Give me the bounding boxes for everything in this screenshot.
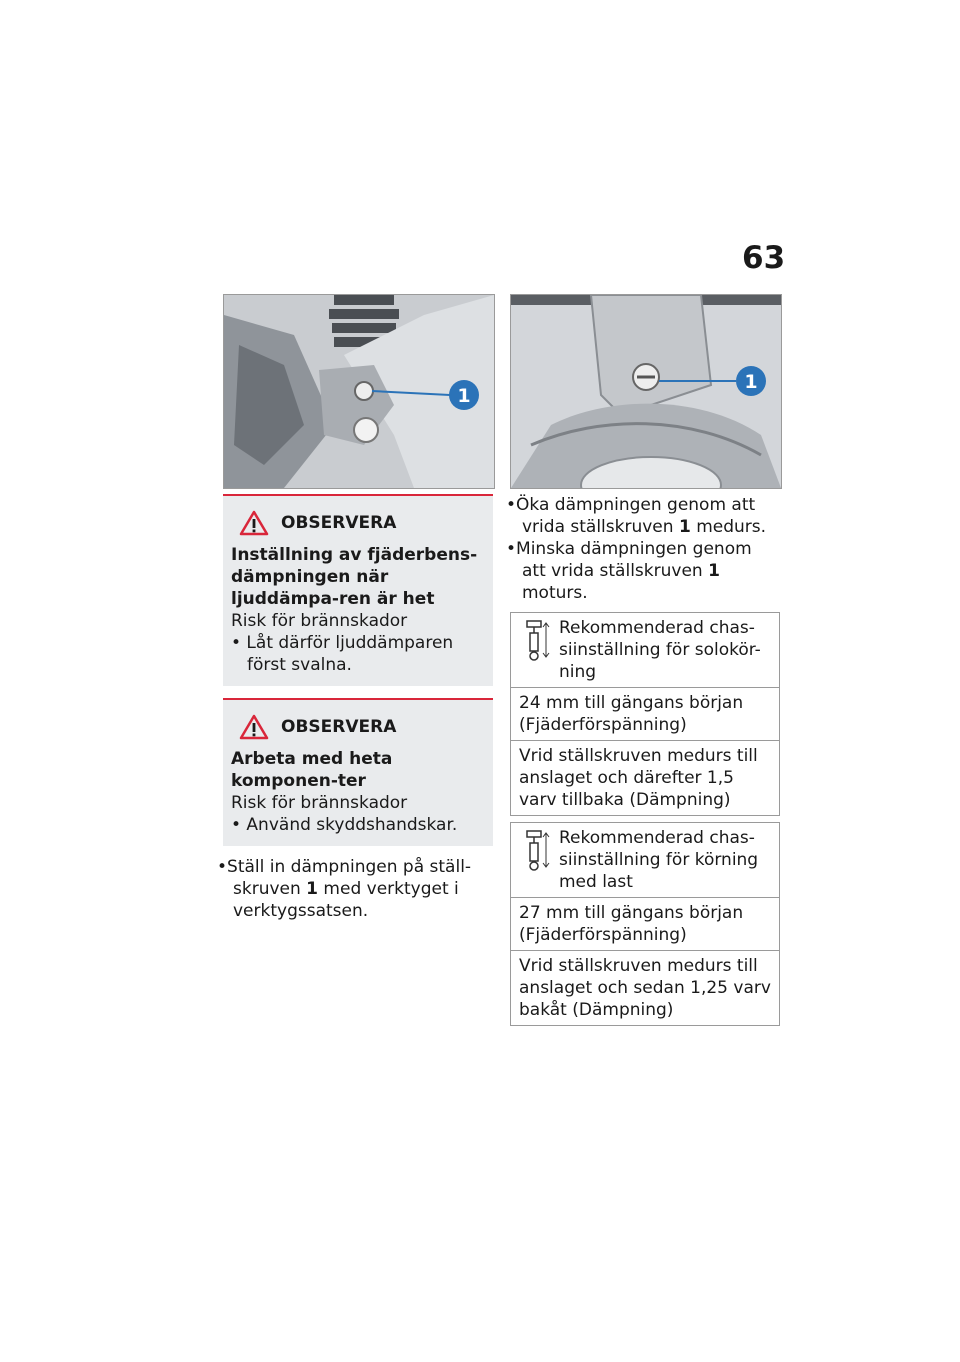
table-header xyxy=(511,613,779,688)
warning-heading: Inställning av fjäderbens-dämpningen när ljuddämpa-ren är het xyxy=(231,545,478,609)
table-row: Vrid ställskruven medurs till anslaget och sedan 1,25 varv bakåt (Dämpning) xyxy=(519,956,771,1020)
warning-header xyxy=(239,510,485,536)
warning-heading: Arbeta med heta komponen-ter xyxy=(231,749,393,791)
table-row: Vrid ställskruven medurs till anslaget och därefter 1,5 varv tillbaka (Dämpning) xyxy=(519,746,758,810)
warning-header xyxy=(239,714,485,740)
step-text: moturs. xyxy=(522,583,588,603)
settings-table-solo xyxy=(510,612,780,816)
instruction-step xyxy=(217,856,493,922)
warning-title: OBSERVERA xyxy=(281,513,397,533)
step-text: med verktyget i verktygssatsen. xyxy=(233,879,459,921)
callout-ref: 1 xyxy=(708,561,720,581)
table-header-text: Rekommenderad chas-siinställning för solokör-ning xyxy=(559,618,761,682)
warning-action: • Låt därför ljuddämparen först svalna. xyxy=(231,633,454,675)
instruction-step xyxy=(506,494,780,538)
table-row: 24 mm till gängans början (Fjäderförspänning) xyxy=(511,688,779,741)
callout-ref: 1 xyxy=(678,517,691,537)
step-text: •Ställ in dämpningen på ställ-skruven xyxy=(217,857,472,899)
warning-title: OBSERVERA xyxy=(281,717,397,737)
callout-ref: 1 xyxy=(306,879,319,899)
page-number: 63 xyxy=(742,240,786,276)
table-header xyxy=(511,823,779,898)
step-text: •Minska dämpningen genom att vrida ställskruven xyxy=(506,539,752,581)
warning-triangle-icon xyxy=(239,510,269,536)
callout-label: 1 xyxy=(744,371,758,393)
instruction-step xyxy=(506,538,780,604)
suspension-shock-icon xyxy=(521,619,551,663)
warning-risk: Risk för brännskador xyxy=(231,611,408,631)
step-text: medurs. xyxy=(696,517,767,537)
suspension-shock-icon xyxy=(521,829,551,873)
warning-risk: Risk för brännskador xyxy=(231,793,408,813)
callout-label: 1 xyxy=(457,385,471,407)
table-row: 27 mm till gängans början (Fjäderförspänning) xyxy=(511,898,779,951)
adjuster-screw-illustration xyxy=(511,295,781,488)
warning-triangle-icon xyxy=(239,714,269,740)
warning-box-hot-components xyxy=(223,698,493,846)
left-column xyxy=(217,494,493,922)
right-column xyxy=(506,494,780,1026)
settings-table-load xyxy=(510,822,780,1026)
shock-absorber-photo xyxy=(223,294,495,489)
table-header-text: Rekommenderad chas-siinställning för körning med last xyxy=(559,828,759,892)
warning-box-hot-muffler xyxy=(223,494,493,686)
shock-absorber-illustration xyxy=(224,295,494,488)
adjuster-screw-photo xyxy=(510,294,782,489)
step-text: •Öka dämpningen genom att vrida ställskruven xyxy=(506,495,756,537)
warning-action: • Använd skyddshandskar. xyxy=(231,815,458,835)
